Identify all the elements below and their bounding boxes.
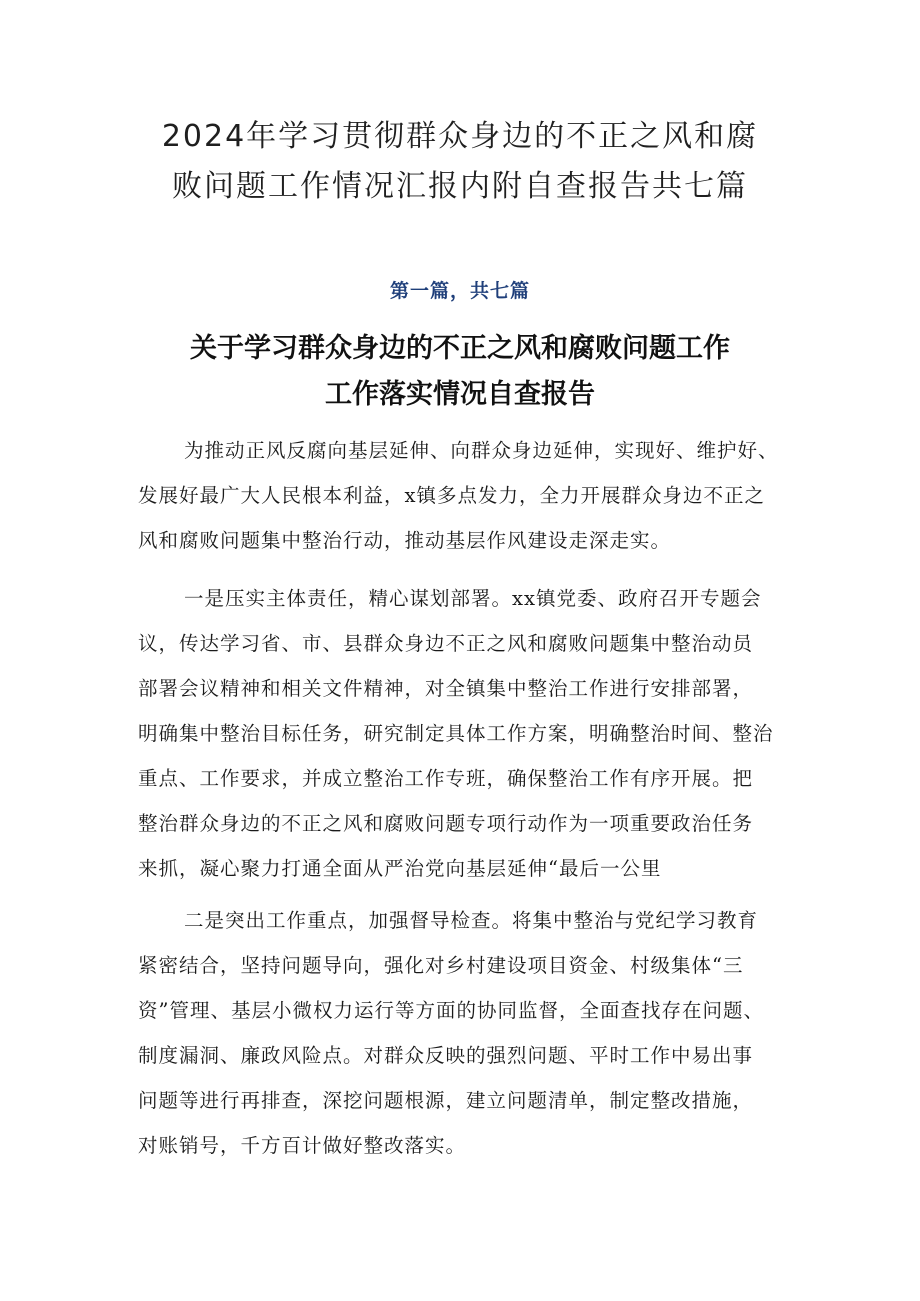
paragraph-line: 明确集中整治目标任务，研究制定具体工作方案，明确整治时间、整治 (138, 722, 774, 745)
section-label: 第一篇，共七篇 (389, 280, 530, 302)
document-title-line: 败问题工作情况汇报内附自查报告共七篇 (172, 169, 748, 204)
paragraph-line: 资”管理、基层小微权力运行等方面的协同监督，全面查找存在问题、 (138, 999, 764, 1022)
paragraph-line: 整治群众身边的不正之风和腐败问题专项行动作为一项重要政治任务 (138, 812, 754, 835)
paragraph-line: 对账销号，千方百计做好整改落实。 (138, 1134, 467, 1157)
paragraph-key-points (138, 898, 798, 1168)
paragraph-line: 制度漏洞、廉政风险点。对群众反映的强烈问题、平时工作中易出事 (138, 1044, 754, 1067)
paragraph-line: 部署会议精神和相关文件精神，对全镇集中整治工作进行安排部署， (138, 677, 754, 700)
paragraph-line: 议，传达学习省、市、县群众身边不正之风和腐败问题集中整治动员 (138, 632, 754, 655)
paragraph-line: 重点、工作要求，并成立整治工作专班，确保整治工作有序开展。把 (138, 767, 754, 790)
paragraph-line: 一是压实主体责任，精心谋划部署。xx镇党委、政府召开专题会 (184, 587, 762, 610)
paragraph-line: 问题等进行再排查，深挖问题根源，建立问题清单，制定整改措施， (138, 1089, 754, 1112)
paragraph-line: 风和腐败问题集中整治行动，推动基层作风建设走深走实。 (138, 529, 672, 552)
paragraph-line: 发展好最广大人民根本利益，x镇多点发力，全力开展群众身边不正之 (138, 484, 765, 507)
report-subtitle-line: 关于学习群众身边的不正之风和腐败问题工作 (190, 333, 730, 364)
report-subtitle (100, 326, 820, 418)
paragraph-line: 紧密结合，坚持问题导向，强化对乡村建设项目资金、村级集体“三 (138, 954, 744, 977)
document-title (100, 112, 820, 212)
document-title-line: 2024年学习贯彻群众身边的不正之风和腐 (161, 119, 759, 154)
paragraph-line: 来抓，凝心聚力打通全面从严治党向基层延伸“最后一公里 (138, 857, 662, 880)
paragraph-intro (138, 428, 798, 563)
paragraph-line: 为推动正风反腐向基层延伸、向群众身边延伸，实现好、维护好、 (184, 439, 779, 462)
paragraph-line: 二是突出工作重点，加强督导检查。将集中整治与党纪学习教育 (184, 909, 759, 932)
paragraph-responsibility (138, 576, 798, 891)
report-subtitle-line: 工作落实情况自查报告 (325, 379, 595, 410)
